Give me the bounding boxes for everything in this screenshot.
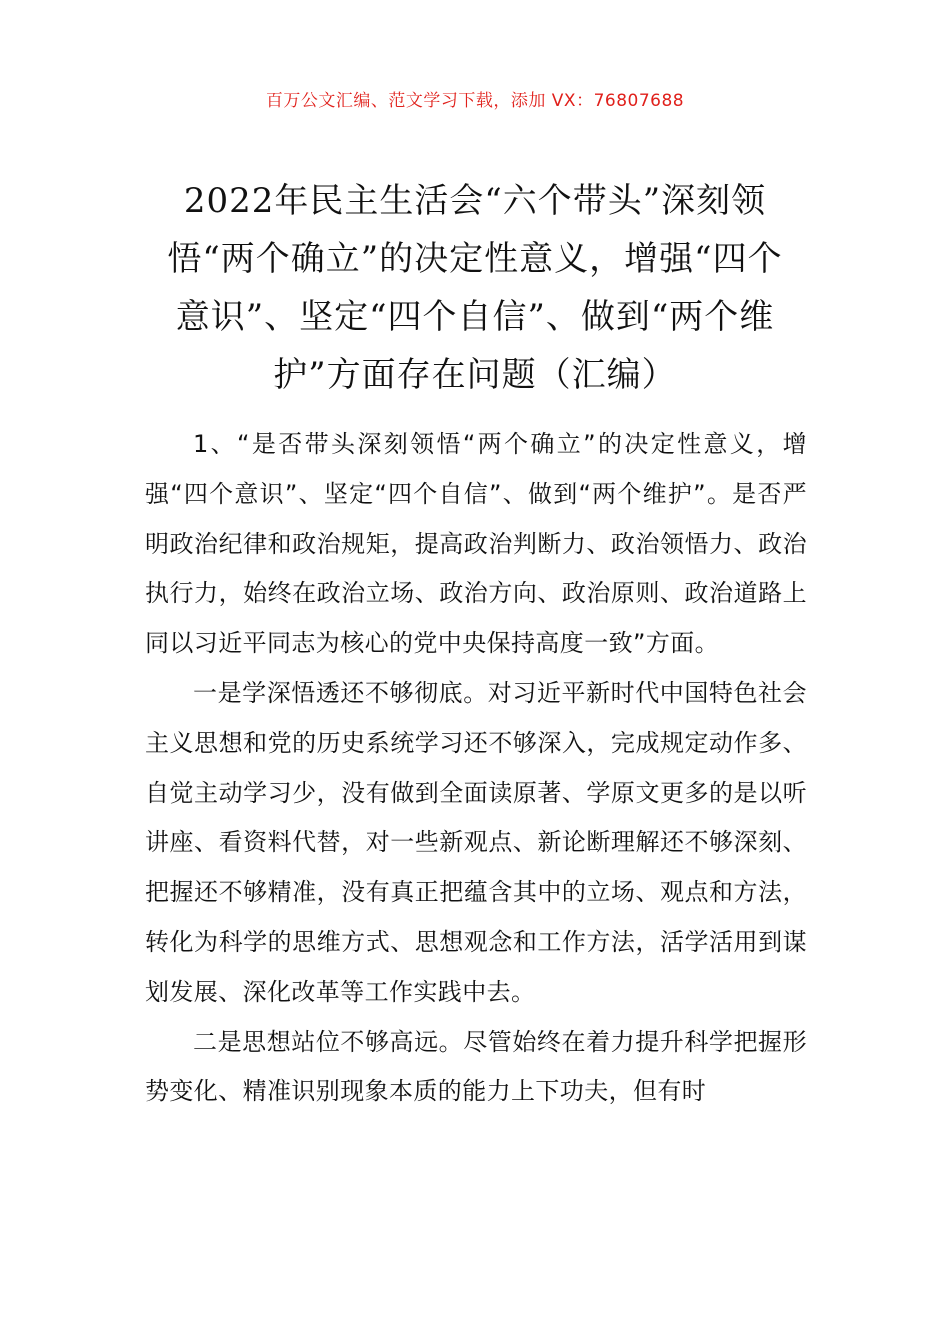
document-body (145, 420, 807, 1117)
paragraph-1: 1、“是否带头深刻领悟“两个确立”的决定性意义，增强“四个意识”、坚定“四个自信”、做到“两个维护”。是否严明政治纪律和政治规矩，提高政治判断力、政治领悟力、政治执行力，始终在政治立场、政治方向、政治原则、政治道路上同以习近平同志为核心的党中央保持高度一致”方面。 (145, 430, 807, 658)
paragraph-3: 二是思想站位不够高远。尽管始终在着力提升科学把握形势变化、精准识别现象本质的能力上下功夫，但有时 (145, 1027, 807, 1106)
header-promo-note: 百万公文汇编、范文学习下载，添加 VX：76807688 (265, 91, 685, 111)
paragraph-2: 一是学深悟透还不够彻底。对习近平新时代中国特色社会主义思想和党的历史系统学习还不够深入，完成规定动作多、自觉主动学习少，没有做到全面读原著、学原文更多的是以听讲座、看资料代替，对一些新观点、新论断理解还不够深刻、把握还不够精准，没有真正把蕴含其中的立场、观点和方法，转化为科学的思维方式、思想观念和工作方法，活学活用到谋划发展、深化改革等工作实践中去。 (145, 678, 807, 1006)
document-title: 2022年民主生活会“六个带头”深刻领悟“两个确立”的决定性意义，增强“四个意识”、坚定“四个自信”、做到“两个维护”方面存在问题（汇编） (167, 181, 783, 395)
